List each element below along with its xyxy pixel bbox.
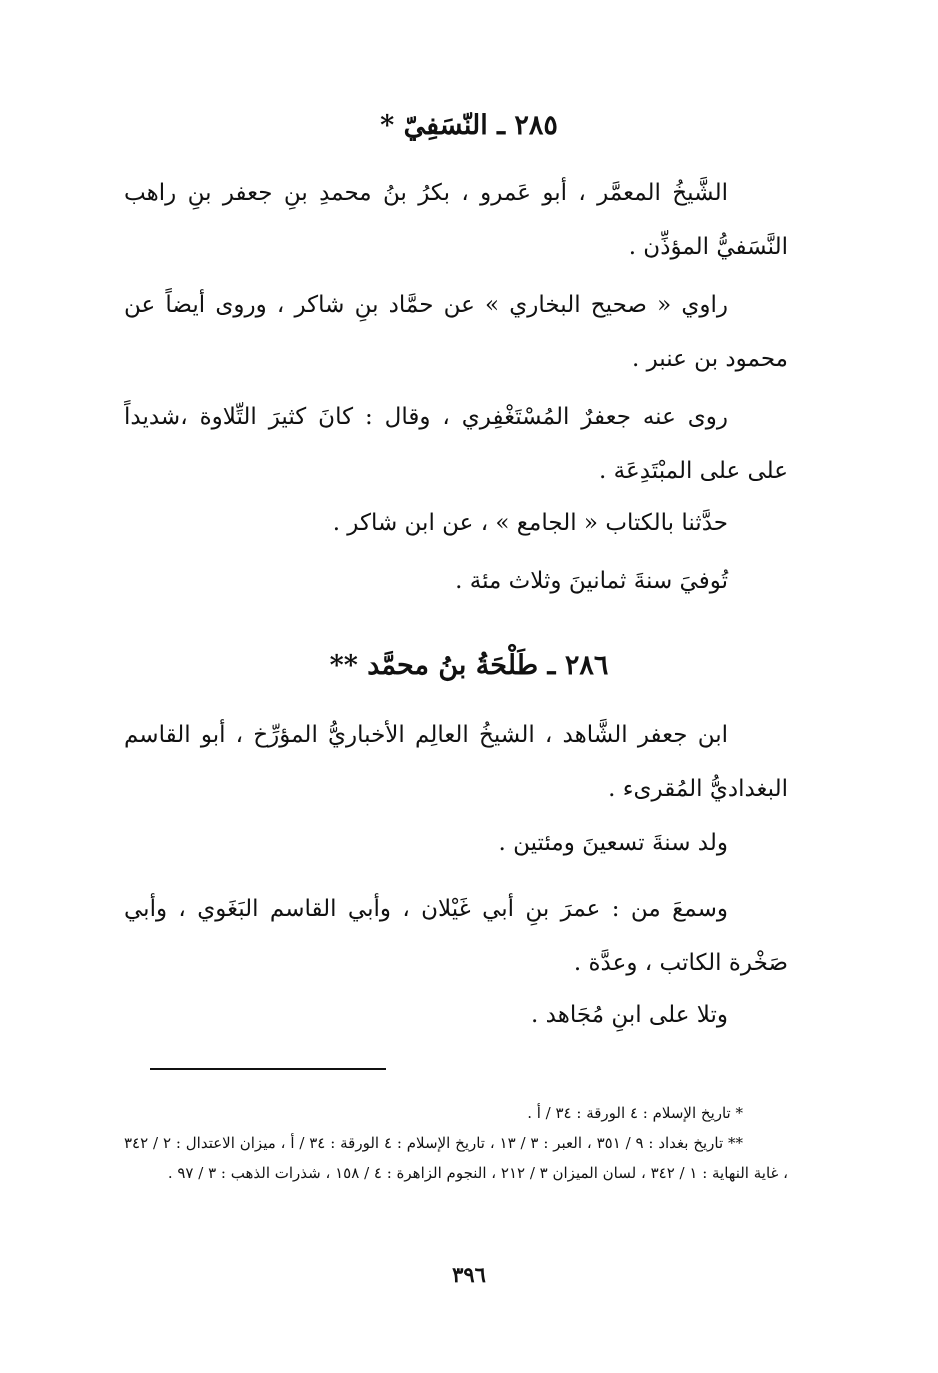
- entry-285-line-2: تُوفيَ سنةَ ثمانينَ وثلاث مئة .: [455, 568, 728, 594]
- entry-285-paragraph-2: راوي « صحيح البخاري » عن حمَّاد بنِ شاكر ، وروى أيضاً عن محمود بن عنبر .: [124, 292, 788, 372]
- entry-286-line-2: وتلا على ابنِ مُجَاهد .: [531, 1002, 728, 1028]
- entry-heading-286: ٢٨٦ ـ طَلْحَةُ بنُ محمَّد **: [329, 650, 609, 681]
- page-number: ٣٩٦: [452, 1262, 486, 1287]
- entry-285-paragraph-3: روى عنه جعفرٌ المُسْتَغْفِري ، وقال : كانَ كثيرَ التِّلاوة ،شديداً على على المبْتَدِعَة .: [124, 404, 788, 484]
- footnote-2: ** تاريخ بغداد : ٩ / ٣٥١ ، العبر : ٣ / ١٣ ، تاريخ الإسلام : ٤ الورقة : ٣٤ / أ ، ميزان الاعتدال : ٢ / ٣٤٢ ، غاية النهاية : ١ / ٣٤٢ ، لسان الميزان ٣ / ٢١٢ ، النجوم الزاهرة : ٤ / ١٥٨ ، شذرات الذهب : ٣ / ٩٧ .: [124, 1134, 788, 1182]
- footnotes: [124, 1098, 788, 1188]
- footnote-1: * تاريخ الإسلام : ٤ الورقة : ٣٤ / أ .: [527, 1104, 743, 1122]
- entry-286-line-1: ولد سنةَ تسعينَ ومئتين .: [498, 830, 728, 856]
- footnote-separator: [150, 1068, 386, 1070]
- entry-285-paragraph-1: الشَّيخُ المعمَّر ، أبو عَمرو ، بكرُ بنُ محمدِ بنِ جعفر بنِ راهب النَّسَفيُّ المؤذِّن .: [124, 180, 788, 260]
- entry-285-line-1: حدَّثنا بالكتاب « الجامع » ، عن ابن شاكر .: [332, 510, 728, 536]
- entry-heading-285: ٢٨٥ ـ النّسَفِيّ *: [380, 110, 558, 141]
- entry-286-paragraph-1: ابن جعفر الشَّاهد ، الشيخُ العالِم الأخباريُّ المؤرِّخ ، أبو القاسم البغداديُّ المُقرىء .: [124, 722, 788, 802]
- entry-286-paragraph-2: وسمعَ من : عمرَ بنِ أبي غَيْلان ، وأبي القاسم البَغَوي ، وأبي صَخْرة الكاتب ، وعدَّة .: [124, 896, 788, 976]
